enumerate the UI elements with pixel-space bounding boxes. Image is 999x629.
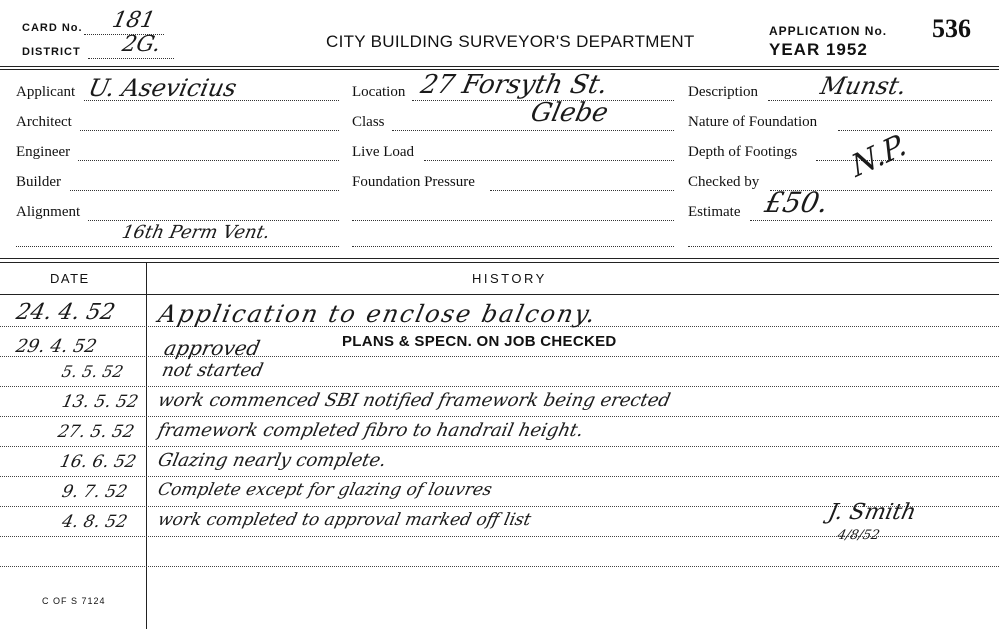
signature: J. Smith [826,500,919,525]
location-label: Location [352,84,406,100]
estimate-value: £50. [762,186,832,219]
history-row-line [0,416,999,417]
description-label: Description [688,84,758,100]
history-date: 27. 5. 52 [56,422,136,442]
history-date: 24. 4. 52 [14,300,118,325]
nature-of-foundation-line [838,130,992,131]
history-date: 5. 5. 52 [60,362,126,381]
engineer-label: Engineer [16,144,71,160]
foundation-pressure-label: Foundation Pressure [352,174,475,190]
header-separator [0,66,999,67]
architect-label: Architect [16,114,72,130]
column-2-blank-line-1 [352,220,674,221]
history-entry: framework completed fibro to handrail height. [156,420,586,441]
history-entry: not started [160,360,266,381]
alignment-label: Alignment [16,204,81,220]
history-date: 4. 8. 52 [60,512,130,532]
builder-label: Builder [16,174,61,190]
alignment-value: 16th Perm Vent. [120,222,272,243]
history-entry: Complete except for glazing of louvres [156,480,494,500]
depth-of-footings-label: Depth of Footings [688,144,798,160]
history-entry: Application to enclose balcony. [156,300,600,328]
history-date: 29. 4. 52 [14,336,99,357]
history-top-rule-2 [0,262,999,263]
estimate-label: Estimate [688,204,741,220]
location-value: 27 Forsyth St. [418,70,611,100]
history-entry: approved [162,336,263,360]
history-column-header: HISTORY [472,271,547,286]
alignment-line-2 [16,246,339,247]
history-row-line [0,566,999,567]
district-value: 2G. [120,32,164,57]
year-label: YEAR 1952 [769,40,868,59]
history-entry: Glazing nearly complete. [156,450,389,471]
history-entry: work completed to approval marked off list [156,510,533,530]
history-date: 9. 7. 52 [60,482,130,502]
foundation-pressure-line [490,190,674,191]
estimate-line [750,220,992,221]
history-row-line [0,446,999,447]
nature-of-foundation-label: Nature of Foundation [688,114,818,130]
description-value: Munst. [818,72,910,100]
history-entry: work commenced SBI notified framework being erected [156,390,673,411]
card-no-value: 181 [110,8,158,33]
history-row-line [0,386,999,387]
live-load-label: Live Load [352,144,415,160]
form-code: C OF S 7124 [42,596,106,606]
history-row-line [0,356,999,357]
card-no-label: CARD No. [22,22,83,34]
history-top-rule [0,258,999,259]
column-2-blank-line-2 [352,246,674,247]
checked-stamp: PLANS & SPECN. ON JOB CHECKED [342,333,617,350]
alignment-line [88,220,339,221]
class-label: Class [352,114,385,130]
district-label: DISTRICT [22,46,81,58]
checked-by-label: Checked by [688,174,760,190]
history-row-line [0,476,999,477]
history-date: 16. 6. 52 [58,452,138,472]
signature-date: 4/8/52 [836,528,882,543]
live-load-line [424,160,674,161]
architect-line [80,130,339,131]
district-line [88,58,174,59]
class-line [392,130,674,131]
application-no-value: 536 [932,14,971,43]
date-column-header: DATE [50,271,90,286]
applicant-value: U. Asevicius [86,74,240,102]
class-value: Glebe [528,98,611,128]
department-title: CITY BUILDING SURVEYOR'S DEPARTMENT [326,32,695,51]
engineer-line [78,160,339,161]
builder-line [70,190,339,191]
application-no-label: APPLICATION No. [769,24,888,38]
applicant-label: Applicant [16,84,76,100]
history-header-rule [0,294,999,295]
np-mark: N.P. [847,126,911,185]
column-3-blank-line [688,246,992,247]
history-date: 13. 5. 52 [60,392,140,412]
description-line [768,100,992,101]
